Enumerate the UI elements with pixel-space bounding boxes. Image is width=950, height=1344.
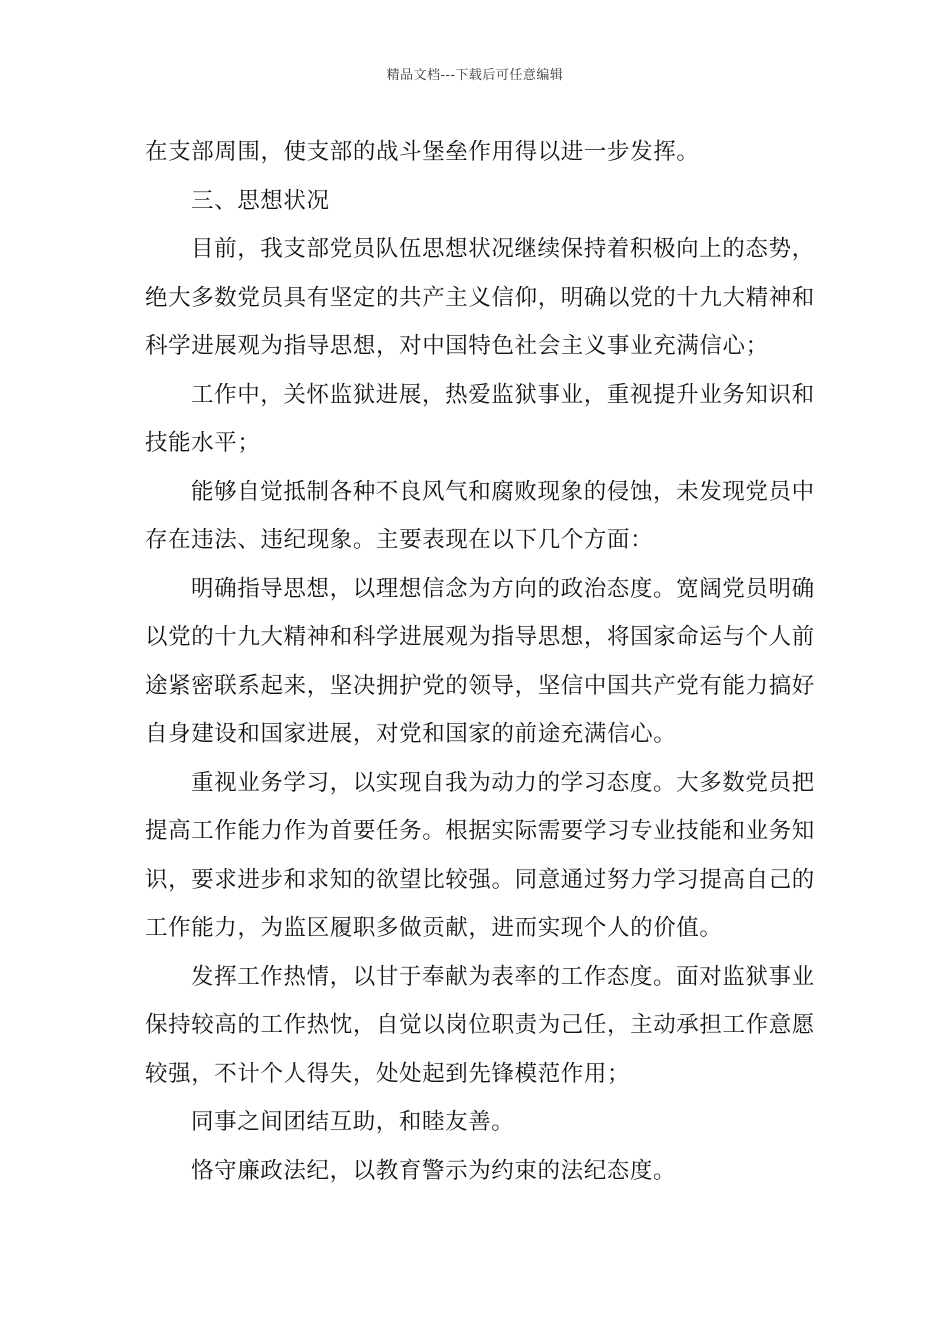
text-line: 明确指导思想，以理想信念为方向的政治态度。宽阔党员明确: [191, 575, 815, 602]
text-line: 恪守廉政法纪，以教育警示为约束的法纪态度。: [191, 1157, 677, 1184]
text-line: 能够自觉抵制各种不良风气和腐败现象的侵蚀，未发现党员中: [191, 478, 815, 505]
text-line: 绝大多数党员具有坚定的共产主义信仰，明确以党的十九大精神和: [145, 284, 815, 311]
text-line: 重视业务学习，以实现自我为动力的学习态度。大多数党员把: [191, 769, 815, 796]
text-line: 以党的十九大精神和科学进展观为指导思想，将国家命运与个人前: [145, 624, 815, 650]
text-line: 存在违法、违纪现象。主要表现在以下几个方面：: [145, 527, 654, 553]
text-line: 目前，我支部党员队伍思想状况继续保持着积极向上的态势，: [191, 236, 815, 262]
text-line: 识，要求进步和求知的欲望比较强。同意通过努力学习提高自己的: [145, 866, 815, 893]
text-line: 科学进展观为指导思想，对中国特色社会主义事业充满信心；: [145, 333, 769, 359]
text-line: 工作能力，为监区履职多做贡献，进而实现个人的价值。: [145, 915, 723, 941]
text-line: 三、思想状况: [191, 187, 330, 214]
page-header: 精品文档---下载后可任意编辑: [386, 68, 564, 83]
text-line: 保持较高的工作热忱，自觉以岗位职责为己任，主动承担工作意愿: [145, 1012, 815, 1038]
text-line: 自身建设和国家进展，对党和国家的前途充满信心。: [145, 721, 677, 747]
text-line: 工作中，关怀监狱进展，热爱监狱事业，重视提升业务知识和: [191, 381, 815, 408]
text-line: 途紧密联系起来，坚决拥护党的领导，坚信中国共产党有能力搞好: [145, 672, 815, 699]
text-line: 技能水平；: [145, 430, 261, 456]
document-body: [145, 128, 815, 1195]
text-line: 发挥工作热情，以甘于奉献为表率的工作态度。面对监狱事业: [191, 963, 815, 990]
text-line: 较强，不计个人得失，处处起到先锋模范作用；: [145, 1060, 631, 1087]
text-line: 在支部周围，使支部的战斗堡垒作用得以进一步发挥。: [145, 139, 700, 165]
text-line: 同事之间团结互助，和睦友善。: [191, 1109, 515, 1135]
text-line: 提高工作能力作为首要任务。根据实际需要学习专业技能和业务知: [145, 818, 815, 844]
